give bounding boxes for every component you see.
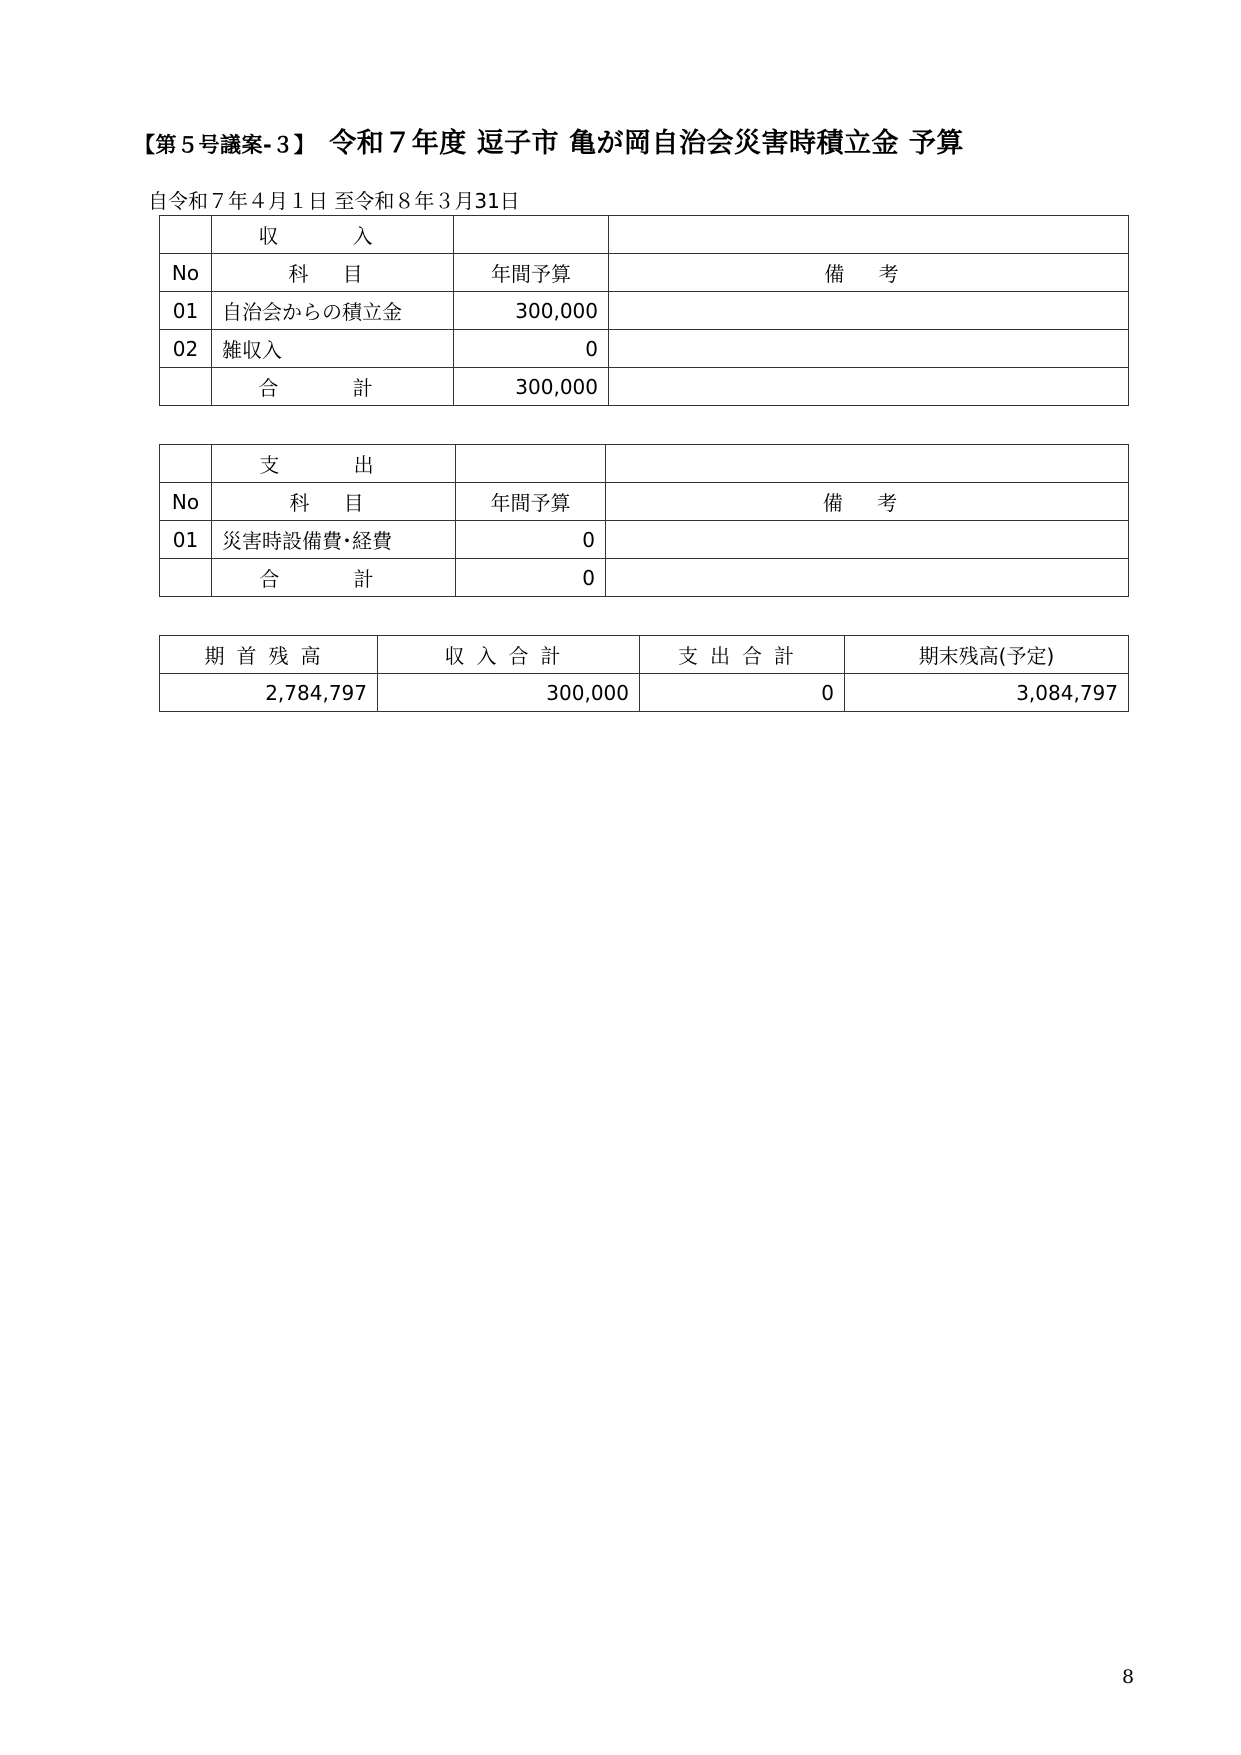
income-section-blank — [160, 216, 212, 254]
closing-balance-value: 3,084,797 — [845, 674, 1129, 712]
column-header-budget: 年間予算 — [456, 483, 606, 521]
income-total-value: 300,000 — [454, 368, 609, 406]
expense-total-summary-value: 0 — [640, 674, 845, 712]
income-section-row — [160, 216, 1129, 254]
column-header-remarks: 備 考 — [609, 254, 1129, 292]
row-budget: 0 — [456, 521, 606, 559]
total-remarks — [609, 368, 1129, 406]
table-row — [160, 330, 1129, 368]
column-header-item: 科 目 — [212, 483, 456, 521]
expense-total-row — [160, 559, 1129, 597]
opening-balance-header: 期首残高 — [160, 636, 378, 674]
opening-balance-value: 2,784,797 — [160, 674, 378, 712]
income-total-summary-value: 300,000 — [378, 674, 640, 712]
income-section-blank — [454, 216, 609, 254]
expense-section-row — [160, 445, 1129, 483]
summary-values-row — [160, 674, 1129, 712]
column-header-budget: 年間予算 — [454, 254, 609, 292]
summary-header-row — [160, 636, 1129, 674]
column-header-item: 科 目 — [212, 254, 454, 292]
table-row — [160, 292, 1129, 330]
expense-section-label: 支 出 — [212, 445, 456, 483]
agenda-number: 【第５号議案-３】 — [134, 133, 316, 157]
income-section-label: 収 入 — [212, 216, 454, 254]
row-remarks — [606, 521, 1129, 559]
total-blank — [160, 368, 212, 406]
income-table — [159, 215, 1129, 406]
total-remarks — [606, 559, 1129, 597]
budget-period: 自令和７年４月１日 至令和８年３月31日 — [148, 189, 520, 213]
total-blank — [160, 559, 212, 597]
row-budget: 300,000 — [454, 292, 609, 330]
expense-section-blank — [456, 445, 606, 483]
income-section-blank — [609, 216, 1129, 254]
row-item: 災害時設備費･経費 — [212, 521, 456, 559]
table-row — [160, 521, 1129, 559]
row-remarks — [609, 330, 1129, 368]
column-header-remarks: 備 考 — [606, 483, 1129, 521]
income-total-header: 収入合計 — [378, 636, 640, 674]
summary-table — [159, 635, 1129, 712]
row-item: 自治会からの積立金 — [212, 292, 454, 330]
total-label: 合 計 — [212, 559, 456, 597]
page-number: 8 — [1122, 1666, 1135, 1688]
row-remarks — [609, 292, 1129, 330]
column-header-no: No — [160, 254, 212, 292]
expense-total-value: 0 — [456, 559, 606, 597]
income-total-row — [160, 368, 1129, 406]
document-title — [134, 121, 964, 160]
column-header-no: No — [160, 483, 212, 521]
row-no: 02 — [160, 330, 212, 368]
row-budget: 0 — [454, 330, 609, 368]
expense-table — [159, 444, 1129, 597]
income-header-row — [160, 254, 1129, 292]
total-label: 合 計 — [212, 368, 454, 406]
row-item: 雑収入 — [212, 330, 454, 368]
expense-section-blank — [160, 445, 212, 483]
row-no: 01 — [160, 292, 212, 330]
row-no: 01 — [160, 521, 212, 559]
expense-total-header: 支出合計 — [640, 636, 845, 674]
expense-header-row — [160, 483, 1129, 521]
expense-section-blank — [606, 445, 1129, 483]
title-text: 令和７年度 逗子市 亀が岡自治会災害時積立金 予算 — [329, 128, 964, 159]
closing-balance-header: 期末残高(予定) — [845, 636, 1129, 674]
